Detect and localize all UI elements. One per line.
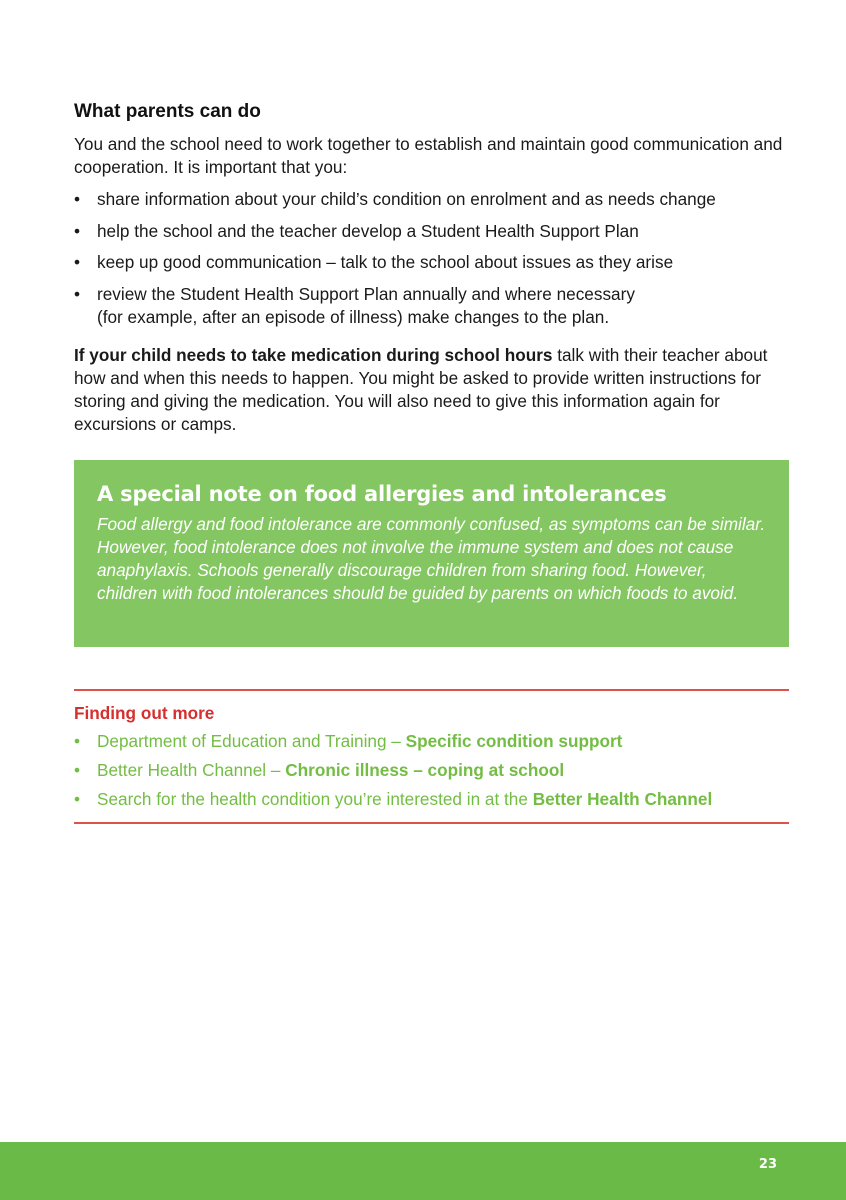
medication-paragraph <box>74 344 790 436</box>
bullet-icon: • <box>74 731 81 751</box>
page-number: 23 <box>758 1157 777 1172</box>
resource-link-item[interactable] <box>74 759 790 782</box>
list-item-text: help the school and the teacher develop a Student Health Support Plan <box>97 220 639 241</box>
finding-out-more-heading: Finding out more <box>74 703 215 723</box>
divider-top <box>74 689 789 691</box>
resource-link[interactable]: Better Health Channel <box>532 789 713 809</box>
bullet-icon: • <box>74 760 81 780</box>
section-heading: What parents can do <box>74 101 261 122</box>
list-item <box>74 188 790 211</box>
parent-actions-list <box>74 188 790 329</box>
resource-link[interactable]: Specific condition support <box>405 731 623 751</box>
finding-out-more-section <box>74 702 790 817</box>
bullet-icon: • <box>74 220 81 241</box>
footer-bar <box>0 1142 846 1200</box>
medication-lead: If your child needs to take medication during school hours <box>74 344 553 365</box>
resource-link-item[interactable] <box>74 730 790 753</box>
resource-prefix: Department of Education and Training – <box>97 731 406 751</box>
list-item <box>74 283 790 329</box>
intro-paragraph: You and the school need to work together to establish and maintain good communication and cooperation. It is important that you: <box>74 134 783 177</box>
list-item <box>74 220 790 243</box>
list-item <box>74 251 790 274</box>
list-item-text-continued: (for example, after an episode of illness) make changes to the plan. <box>97 306 610 327</box>
resource-link-item[interactable] <box>74 788 790 811</box>
parents-section <box>74 100 790 436</box>
bullet-icon: • <box>74 283 81 304</box>
note-text: Food allergy and food intolerance are commonly confused, as symptoms can be similar. However, food intolerance does not involve the immune system and does not cause anaphylaxis. Schools generally discourage children from sharing food. However, children with food intolerances should be guided by parents on which foods to avoid. <box>97 514 766 603</box>
note-title: A special note on food allergies and intolerances <box>97 482 667 506</box>
list-item-text: review the Student Health Support Plan annually and where necessary <box>97 283 635 304</box>
resource-links-list <box>74 730 790 811</box>
resource-prefix: Better Health Channel – <box>97 760 286 780</box>
list-item-text: keep up good communication – talk to the school about issues as they arise <box>97 252 674 272</box>
divider-bottom <box>74 822 789 824</box>
list-item-text: share information about your child’s condition on enrolment and as needs change <box>97 189 716 209</box>
bullet-icon: • <box>74 789 81 809</box>
food-allergy-note-box <box>74 460 789 647</box>
bullet-icon: • <box>74 189 81 209</box>
bullet-icon: • <box>74 252 81 272</box>
medication-text: talk with their teacher about how and when this needs to happen. You might be asked to provide written instructions for storing and giving the medication. You will also need to give this information again for excursions or camps. <box>74 344 768 434</box>
resource-prefix: Search for the health condition you’re interested in at the <box>97 789 533 809</box>
resource-link[interactable]: Chronic illness – coping at school <box>285 760 565 780</box>
